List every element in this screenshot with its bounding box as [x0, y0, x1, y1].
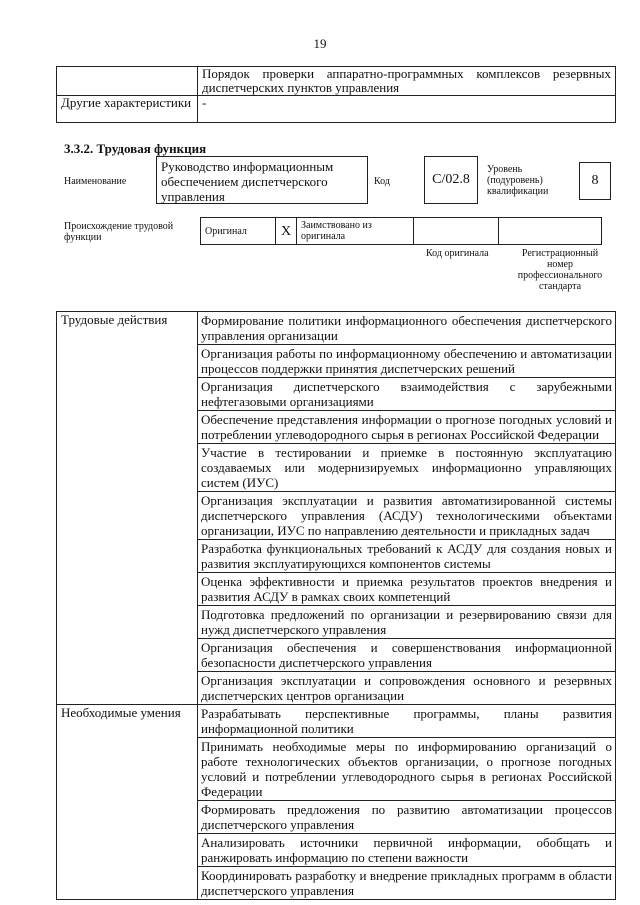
main-table [56, 311, 616, 900]
labor-action: Организация работы по информационному обеспечению и автоматизации процессов поддержки принятия диспетчерских решений [198, 345, 616, 378]
top-table-empty-cell [57, 67, 198, 96]
borrowed-label: Заимствовано из оригинала [297, 218, 414, 245]
top-table [56, 66, 616, 123]
name-value: Руководство информационным обеспечением диспетчерского управления [156, 156, 368, 204]
skill-item: Координировать разработку и внедрение прикладных программ в области диспетчерского управления [198, 867, 616, 900]
labor-action: Формирование политики информационного обеспечения диспетчерского управления организации [198, 312, 616, 345]
labor-action: Подготовка предложений по организации и резервированию связи для нужд диспетчерского управления [198, 606, 616, 639]
other-characteristics-label: Другие характеристики [57, 96, 198, 123]
other-characteristics-value: - [198, 96, 616, 123]
labor-action: Обеспечение представления информации о прогнозе погодных условий и потреблении углеводородного сырья в регионах Российской Федерации [198, 411, 616, 444]
skill-item: Принимать необходимые меры по информированию организаций о работе технологических объектов организации, о прогнозе погодных условий и потреблении углеводородного сырья в регионах Российской Федерации [198, 738, 616, 801]
skill-item: Анализировать источники первичной информации, обобщать и ранжировать информацию по степени важности [198, 834, 616, 867]
labor-action: Оценка эффективности и приемка результатов проектов внедрения и развития АСДУ в рамках своих компетенций [198, 573, 616, 606]
code-label: Код [374, 176, 390, 187]
origin-table [200, 217, 602, 245]
top-table-row1-text: Порядок проверки аппаратно-программных комплексов резервных диспетчерских пунктов управления [198, 67, 616, 96]
labor-actions-label: Трудовые действия [57, 312, 198, 705]
page-number: 19 [313, 36, 327, 51]
original-mark: X [276, 218, 297, 245]
labor-action: Организация обеспечения и совершенствования информационной безопасности диспетчерского управления [198, 639, 616, 672]
original-label: Оригинал [201, 218, 276, 245]
reg-number-caption: Регистрационный номер профессионального стандарта [517, 248, 603, 292]
name-label: Наименование [64, 176, 127, 187]
origin-label: Происхождение трудовой функции [64, 221, 174, 243]
skills-label: Необходимые умения [57, 705, 198, 900]
section-title: 3.3.2. Трудовая функция [64, 141, 207, 156]
code-original-caption: Код оригинала [426, 248, 489, 259]
code-value: C/02.8 [424, 156, 478, 204]
level-label: Уровень (подуровень) квалификации [487, 164, 549, 197]
code-original-cell [414, 218, 499, 245]
labor-action: Организация диспетчерского взаимодействия с зарубежными нефтегазовыми организациями [198, 378, 616, 411]
level-value: 8 [579, 162, 611, 200]
skill-item: Формировать предложения по развитию автоматизации процессов диспетчерского управления [198, 801, 616, 834]
reg-number-cell [499, 218, 602, 245]
labor-action: Организация эксплуатации и развития автоматизированной системы диспетчерского управления (АСДУ) технологическими объектами организации, ИУС по направлению деятельности и прикладных задач [198, 492, 616, 540]
labor-action: Участие в тестировании и приемке в постоянную эксплуатацию создаваемых или модернизируемых информационно управляющих систем (ИУС) [198, 444, 616, 492]
skill-item: Разрабатывать перспективные программы, планы развития информационной политики [198, 705, 616, 738]
labor-action: Организация эксплуатации и сопровождения основного и резервных диспетчерских центров организации [198, 672, 616, 705]
labor-action: Разработка функциональных требований к АСДУ для создания новых и развития эксплуатирующихся компонентов системы [198, 540, 616, 573]
